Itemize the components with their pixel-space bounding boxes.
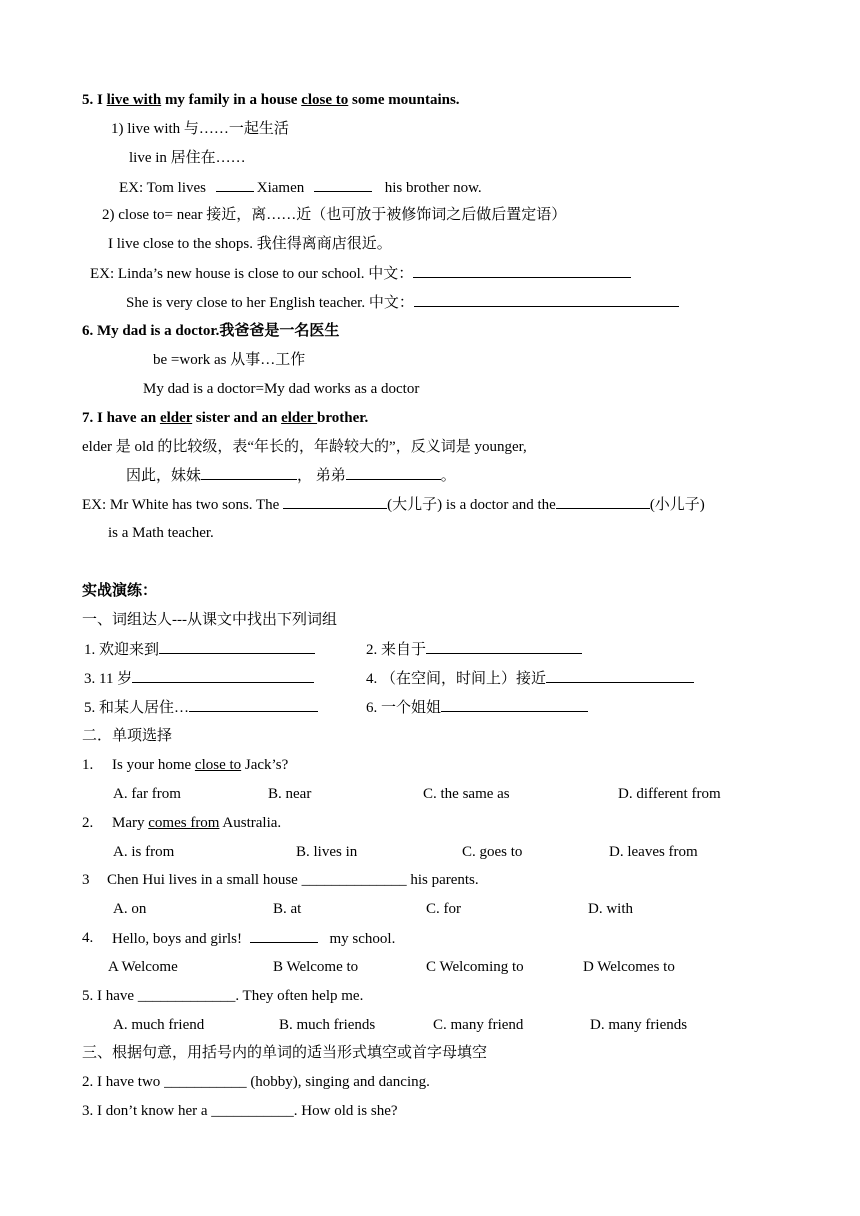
answer-blank[interactable] [441, 697, 588, 712]
option-d[interactable]: D. leaves from [609, 844, 698, 860]
option-b[interactable]: B Welcome to [273, 959, 359, 975]
phrase-item: 2. 来自于 [366, 639, 582, 660]
answer-blank[interactable] [314, 177, 372, 192]
question-2: 2. [82, 815, 94, 831]
question-2-stem: Mary comes from Australia. [112, 815, 282, 831]
fill-question-2: 2. I have two ___________ (hobby), singing and dancing. [82, 1074, 430, 1090]
answer-blank[interactable] [426, 639, 582, 654]
answer-blank[interactable]: _____________ [137, 988, 236, 1004]
note-7-line-2: 因此，妹妹 ， 弟弟 。 [126, 465, 456, 486]
question-1: 1. [82, 757, 94, 773]
option-a[interactable]: A. far from [113, 786, 181, 802]
section-3-title: 三、根据句意，用括号内的单词的适当形式填空或首字母填空 [82, 1045, 488, 1061]
answer-blank[interactable] [283, 494, 387, 509]
note-5-line-4: I live close to the shops. 我住得离商店很近。 [108, 236, 392, 252]
note-5-example-1: EX: Tom lives Xiamen his brother now. [119, 177, 482, 198]
answer-blank[interactable] [132, 668, 314, 683]
option-a[interactable]: A. on [113, 901, 147, 917]
section-2-title: 二．单项选择 [82, 728, 173, 744]
question-4-stem: Hello, boys and girls! my school. [112, 928, 395, 949]
question-1-stem: Is your home close to Jack’s? [112, 757, 289, 773]
option-c[interactable]: C. many friend [433, 1017, 524, 1033]
answer-blank[interactable] [189, 697, 318, 712]
option-d[interactable]: D. different from [618, 786, 721, 802]
answer-blank[interactable] [556, 494, 650, 509]
note-7-example: EX: Mr White has two sons. The (大儿子) is a doctor and the (小儿子) [82, 494, 705, 515]
note-6-heading: 6. My dad is a doctor.我爸爸是一名医生 [82, 323, 340, 339]
option-c[interactable]: C. goes to [462, 844, 523, 860]
option-b[interactable]: B. at [273, 901, 302, 917]
option-c[interactable]: C Welcoming to [426, 959, 524, 975]
answer-blank[interactable] [159, 639, 315, 654]
phrase-item: 3. 11 岁 [84, 668, 314, 689]
note-5-heading: 5. I live with my family in a house close to some mountains. [82, 92, 460, 108]
fill-question-3: 3. I don’t know her a ___________. How old is she? [82, 1103, 398, 1119]
note-5-line-3: 2) close to= near 接近，离……近（也可放于被修饰词之后做后置定语） [102, 207, 567, 223]
answer-blank[interactable] [546, 668, 694, 683]
answer-blank[interactable]: ___________ [164, 1074, 247, 1090]
answer-blank[interactable]: ___________ [211, 1103, 294, 1119]
option-a[interactable]: A Welcome [108, 959, 178, 975]
option-a[interactable]: A. is from [113, 844, 175, 860]
note-5-line-1: 1) live with 与……一起生活 [111, 121, 289, 137]
question-4: 4. [82, 930, 94, 946]
note-7-example-cont: is a Math teacher. [108, 525, 214, 541]
option-c[interactable]: C. the same as [423, 786, 510, 802]
note-7-heading: 7. I have an elder sister and an elder brother. [82, 410, 369, 426]
translation-blank[interactable] [413, 263, 631, 278]
option-b[interactable]: B. much friends [279, 1017, 376, 1033]
option-b[interactable]: B. near [268, 786, 312, 802]
option-c[interactable]: C. for [426, 901, 461, 917]
option-d[interactable]: D. many friends [590, 1017, 688, 1033]
phrase-close-to: close to [301, 92, 349, 108]
note-5-example-3: She is very close to her English teacher. 中文： [126, 292, 679, 313]
question-3: 3 [82, 872, 90, 888]
answer-blank[interactable] [201, 465, 297, 480]
phrase-item: 1. 欢迎来到 [84, 639, 315, 660]
note-5-example-2: EX: Linda’s new house is close to our school. 中文： [90, 263, 631, 284]
section-1-title: 一、词组达人---从课文中找出下列词组 [82, 612, 337, 628]
word-elder: elder [159, 410, 193, 426]
answer-blank[interactable]: ______________ [301, 872, 407, 888]
note-7-line-1: elder 是 old 的比较级，表“年长的，年龄较大的”，反义词是 younger, [82, 439, 527, 455]
phrase-item: 5. 和某人居住… [84, 697, 318, 718]
translation-blank[interactable] [414, 292, 679, 307]
note-6-line-2: My dad is a doctor=My dad works as a doctor [143, 381, 420, 397]
option-d[interactable]: D. with [588, 901, 633, 917]
option-d[interactable]: D Welcomes to [583, 959, 675, 975]
answer-blank[interactable] [216, 177, 254, 192]
phrase-item: 4. （在空间，时间上）接近 [366, 668, 694, 689]
answer-blank[interactable] [346, 465, 441, 480]
option-a[interactable]: A. much friend [113, 1017, 205, 1033]
phrase-item: 6. 一个姐姐 [366, 697, 588, 718]
option-b[interactable]: B. lives in [296, 844, 358, 860]
phrase-live-with: live with [106, 92, 162, 108]
note-6-line-1: be =work as 从事…工作 [153, 352, 306, 368]
practice-title: 实战演练： [82, 583, 158, 599]
answer-blank[interactable] [250, 928, 318, 943]
question-5-stem: 5. I have _____________. They often help me. [82, 988, 364, 1004]
note-5-line-2: live in 居住在…… [129, 150, 246, 166]
question-3-stem: Chen Hui lives in a small house ______________ his parents. [107, 872, 479, 888]
word-elder: elder [281, 410, 318, 426]
